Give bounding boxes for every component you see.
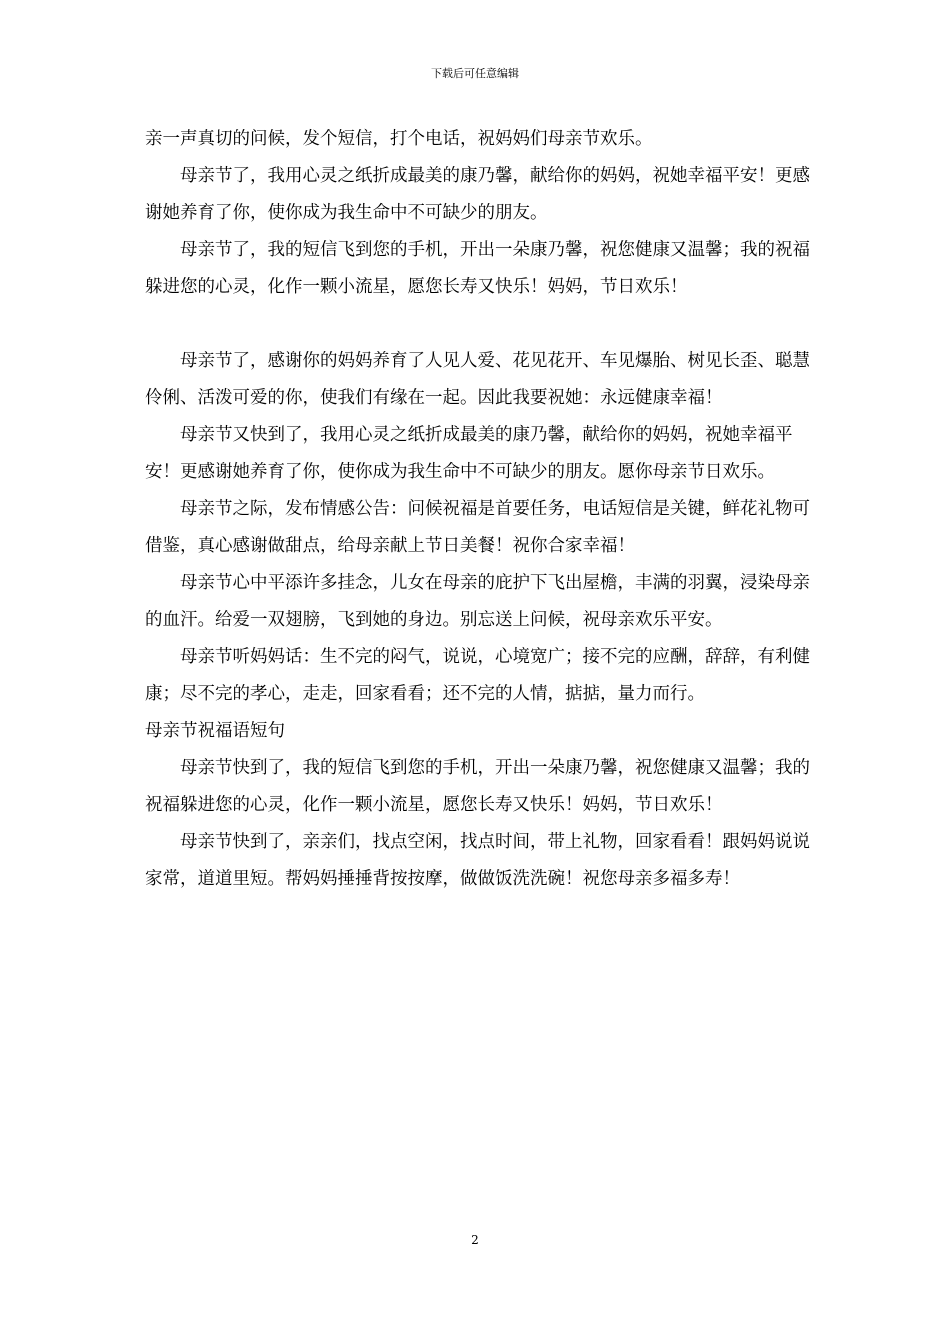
paragraph: 母亲节听妈妈话：生不完的闷气，说说，心境宽广；接不完的应酬，辞辞，有利健康；尽不完的孝心，走走，回家看看；还不完的人情，掂掂，量力而行。 [145,647,810,704]
paragraph: 母亲节又快到了，我用心灵之纸折成最美的康乃馨，献给你的妈妈，祝她幸福平安！更感谢她养育了你，使你成为我生命中不可缺少的朋友。愿你母亲节日欢乐。 [145,425,793,482]
page-header: 下载后可任意编辑 [431,67,519,80]
paragraph: 母亲节之际，发布情感公告：问候祝福是首要任务，电话短信是关键，鲜花礼物可借鉴，真心感谢做甜点，给母亲献上节日美餐！祝你合家幸福！ [145,499,810,556]
paragraph: 母亲节快到了，我的短信飞到您的手机，开出一朵康乃馨，祝您健康又温馨；我的祝福躲进您的心灵，化作一颗小流星，愿您长寿又快乐！妈妈，节日欢乐！ [145,758,810,815]
page-number: 2 [471,1233,479,1247]
paragraph: 母亲节快到了，亲亲们，找点空闲，找点时间，带上礼物，回家看看！跟妈妈说说家常，道道里短。帮妈妈捶捶背按按摩，做做饭洗洗碗！祝您母亲多福多寿！ [145,832,810,889]
paragraph: 母亲节了，我的短信飞到您的手机，开出一朵康乃馨，祝您健康又温馨；我的祝福躲进您的心灵，化作一颗小流星，愿您长寿又快乐！妈妈，节日欢乐！ [145,240,810,297]
paragraph: 母亲节了，感谢你的妈妈养育了人见人爱、花见花开、车见爆胎、树见长歪、聪慧伶俐、活泼可爱的你，使我们有缘在一起。因此我要祝她：永远健康幸福！ [145,351,810,408]
blank-line [145,306,825,343]
paragraph: 亲一声真切的问候，发个短信，打个电话，祝妈妈们母亲节欢乐。 [145,129,653,149]
paragraph: 母亲节心中平添许多挂念，儿女在母亲的庇护下飞出屋檐，丰满的羽翼，浸染母亲的血汗。给爱一双翅膀，飞到她的身边。别忘送上问候，祝母亲欢乐平安。 [145,573,810,630]
paragraph: 母亲节了，我用心灵之纸折成最美的康乃馨，献给你的妈妈，祝她幸福平安！更感谢她养育了你，使你成为我生命中不可缺少的朋友。 [145,166,810,223]
section-heading: 母亲节祝福语短句 [145,721,285,741]
document-body [145,121,825,898]
